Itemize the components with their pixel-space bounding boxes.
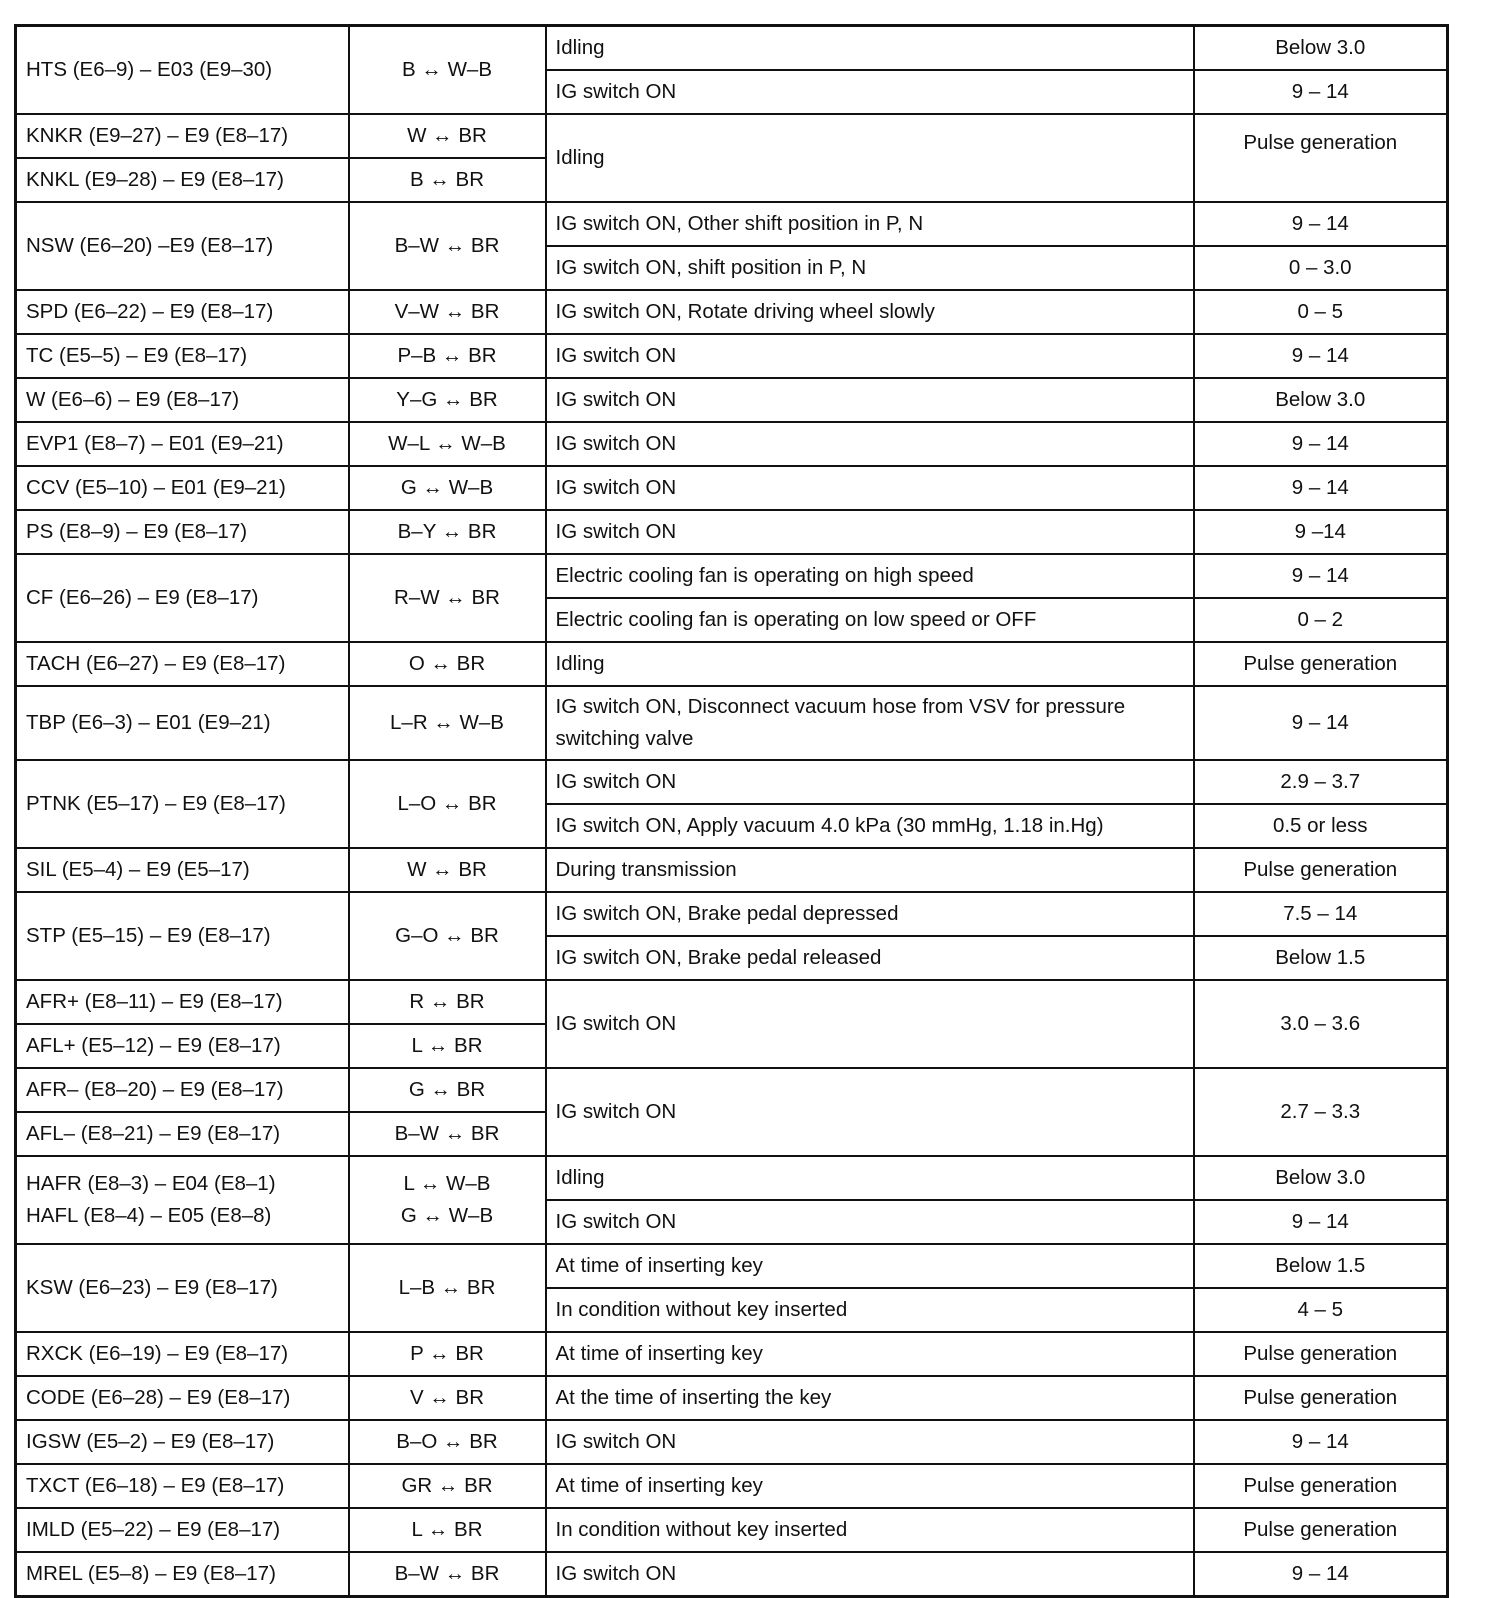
wiring-color-cell: B–O ↔ BR bbox=[349, 1420, 546, 1464]
condition-cell: Idling bbox=[546, 114, 1194, 202]
table-row bbox=[16, 642, 1448, 686]
condition-cell: IG switch ON bbox=[546, 510, 1194, 554]
terminal-cell: HTS (E6–9) – E03 (E9–30) bbox=[16, 26, 349, 115]
specified-value-cell: 0 – 3.0 bbox=[1194, 246, 1448, 290]
condition-cell: IG switch ON bbox=[546, 980, 1194, 1068]
table-row bbox=[16, 378, 1448, 422]
specified-value-cell: Pulse generation bbox=[1194, 1464, 1448, 1508]
terminal-cell: AFL– (E8–21) – E9 (E8–17) bbox=[16, 1112, 349, 1156]
wiring-line: L ↔ W–B bbox=[403, 1172, 491, 1195]
terminal-cell: PTNK (E5–17) – E9 (E8–17) bbox=[16, 760, 349, 848]
specified-value-cell: 4 – 5 bbox=[1194, 1288, 1448, 1332]
specified-value-cell: Below 3.0 bbox=[1194, 1156, 1448, 1200]
table-row bbox=[16, 1332, 1448, 1376]
condition-cell: Electric cooling fan is operating on high speed bbox=[546, 554, 1194, 598]
terminal-cell: NSW (E6–20) –E9 (E8–17) bbox=[16, 202, 349, 290]
specified-value-cell: 0 – 2 bbox=[1194, 598, 1448, 642]
table-row bbox=[16, 466, 1448, 510]
condition-cell: IG switch ON bbox=[546, 70, 1194, 114]
wiring-color-cell: GR ↔ BR bbox=[349, 1464, 546, 1508]
condition-cell: At time of inserting key bbox=[546, 1464, 1194, 1508]
specified-value-cell: 2.9 – 3.7 bbox=[1194, 760, 1448, 804]
wiring-color-cell: B ↔ BR bbox=[349, 158, 546, 202]
wiring-color-cell: B ↔ W–B bbox=[349, 26, 546, 115]
condition-cell: Idling bbox=[546, 642, 1194, 686]
specified-value-cell: Pulse generation bbox=[1194, 848, 1448, 892]
wiring-color-cell: L–O ↔ BR bbox=[349, 760, 546, 848]
specified-value-cell: Pulse generation bbox=[1194, 642, 1448, 686]
specified-value-cell: 9 –14 bbox=[1194, 510, 1448, 554]
wiring-color-cell: Y–G ↔ BR bbox=[349, 378, 546, 422]
specified-value-cell: 9 – 14 bbox=[1194, 1200, 1448, 1244]
specified-value-cell: 3.0 – 3.6 bbox=[1194, 980, 1448, 1068]
terminal-cell: TACH (E6–27) – E9 (E8–17) bbox=[16, 642, 349, 686]
specified-value-cell: Pulse generation bbox=[1194, 1508, 1448, 1552]
terminal-line: HAFR (E8–3) – E04 (E8–1) bbox=[26, 1172, 276, 1195]
terminal-cell: MREL (E5–8) – E9 (E8–17) bbox=[16, 1552, 349, 1597]
wiring-color-cell: B–W ↔ BR bbox=[349, 1112, 546, 1156]
condition-cell: Idling bbox=[546, 1156, 1194, 1200]
table-row bbox=[16, 1244, 1448, 1288]
specified-value-cell: 9 – 14 bbox=[1194, 466, 1448, 510]
specified-value-cell: Below 1.5 bbox=[1194, 936, 1448, 980]
condition-cell: IG switch ON bbox=[546, 1420, 1194, 1464]
terminal-voltage-spec-sheet bbox=[14, 24, 1446, 1598]
terminal-cell: IGSW (E5–2) – E9 (E8–17) bbox=[16, 1420, 349, 1464]
condition-cell: IG switch ON, Brake pedal released bbox=[546, 936, 1194, 980]
table-row bbox=[16, 1068, 1448, 1112]
wiring-color-cell: B–Y ↔ BR bbox=[349, 510, 546, 554]
wiring-color-cell: W–L ↔ W–B bbox=[349, 422, 546, 466]
specified-value-cell: Pulse generation bbox=[1194, 1376, 1448, 1420]
specified-value-cell: 9 – 14 bbox=[1194, 554, 1448, 598]
condition-cell: IG switch ON, Disconnect vacuum hose from VSV for pressure switching valve bbox=[546, 686, 1194, 760]
terminal-cell: KNKL (E9–28) – E9 (E8–17) bbox=[16, 158, 349, 202]
terminal-cell: TBP (E6–3) – E01 (E9–21) bbox=[16, 686, 349, 760]
terminal-cell: RXCK (E6–19) – E9 (E8–17) bbox=[16, 1332, 349, 1376]
specified-value-cell: Pulse generation bbox=[1194, 114, 1448, 202]
table-row bbox=[16, 980, 1448, 1024]
condition-cell: IG switch ON bbox=[546, 422, 1194, 466]
terminal-cell: CCV (E5–10) – E01 (E9–21) bbox=[16, 466, 349, 510]
wiring-color-cell: V–W ↔ BR bbox=[349, 290, 546, 334]
condition-cell: IG switch ON bbox=[546, 1552, 1194, 1597]
wiring-color-cell: G ↔ W–B bbox=[349, 466, 546, 510]
table-row bbox=[16, 1508, 1448, 1552]
wiring-color-cell: P ↔ BR bbox=[349, 1332, 546, 1376]
specified-value-cell: 9 – 14 bbox=[1194, 422, 1448, 466]
table-row bbox=[16, 422, 1448, 466]
condition-cell: IG switch ON bbox=[546, 378, 1194, 422]
terminal-cell: SIL (E5–4) – E9 (E5–17) bbox=[16, 848, 349, 892]
terminal-cell: AFR– (E8–20) – E9 (E8–17) bbox=[16, 1068, 349, 1112]
condition-cell: At time of inserting key bbox=[546, 1332, 1194, 1376]
condition-cell: In condition without key inserted bbox=[546, 1508, 1194, 1552]
terminal-voltage-table bbox=[14, 24, 1449, 1598]
specified-value-cell: Pulse generation bbox=[1194, 1332, 1448, 1376]
wiring-color-cell: B–W ↔ BR bbox=[349, 202, 546, 290]
condition-cell: Electric cooling fan is operating on low speed or OFF bbox=[546, 598, 1194, 642]
condition-cell: IG switch ON, shift position in P, N bbox=[546, 246, 1194, 290]
specified-value-cell: 7.5 – 14 bbox=[1194, 892, 1448, 936]
table-row bbox=[16, 760, 1448, 804]
condition-cell: At time of inserting key bbox=[546, 1244, 1194, 1288]
wiring-color-cell: L–R ↔ W–B bbox=[349, 686, 546, 760]
wiring-color-cell: B–W ↔ BR bbox=[349, 1552, 546, 1597]
table-row bbox=[16, 334, 1448, 378]
wiring-line: G ↔ W–B bbox=[400, 1204, 494, 1227]
wiring-color-cell: P–B ↔ BR bbox=[349, 334, 546, 378]
table-row bbox=[16, 1156, 1448, 1200]
condition-cell: IG switch ON bbox=[546, 1200, 1194, 1244]
table-row bbox=[16, 1464, 1448, 1508]
terminal-cell: CODE (E6–28) – E9 (E8–17) bbox=[16, 1376, 349, 1420]
table-row bbox=[16, 510, 1448, 554]
table-row bbox=[16, 290, 1448, 334]
specified-value-cell: 0 – 5 bbox=[1194, 290, 1448, 334]
table-row bbox=[16, 554, 1448, 598]
terminal-cell: SPD (E6–22) – E9 (E8–17) bbox=[16, 290, 349, 334]
condition-cell: IG switch ON bbox=[546, 1068, 1194, 1156]
table-row bbox=[16, 1552, 1448, 1597]
specified-value-cell: Below 3.0 bbox=[1194, 26, 1448, 71]
condition-cell: IG switch ON bbox=[546, 466, 1194, 510]
terminal-cell: STP (E5–15) – E9 (E8–17) bbox=[16, 892, 349, 980]
wiring-color-cell: L ↔ BR bbox=[349, 1508, 546, 1552]
specified-value-cell: 0.5 or less bbox=[1194, 804, 1448, 848]
wiring-color-cell: W ↔ BR bbox=[349, 848, 546, 892]
condition-cell: IG switch ON bbox=[546, 760, 1194, 804]
condition-cell: At the time of inserting the key bbox=[546, 1376, 1194, 1420]
table-row bbox=[16, 1420, 1448, 1464]
table-row bbox=[16, 848, 1448, 892]
wiring-color-cell: L–B ↔ BR bbox=[349, 1244, 546, 1332]
table-row bbox=[16, 114, 1448, 158]
condition-cell: IG switch ON, Apply vacuum 4.0 kPa (30 mmHg, 1.18 in.Hg) bbox=[546, 804, 1194, 848]
specified-value-cell: 9 – 14 bbox=[1194, 202, 1448, 246]
wiring-color-cell bbox=[349, 1156, 546, 1244]
wiring-color-cell: L ↔ BR bbox=[349, 1024, 546, 1068]
condition-cell: Idling bbox=[546, 26, 1194, 71]
terminal-cell: PS (E8–9) – E9 (E8–17) bbox=[16, 510, 349, 554]
wiring-color-cell: R–W ↔ BR bbox=[349, 554, 546, 642]
table-row bbox=[16, 686, 1448, 760]
condition-cell: IG switch ON, Brake pedal depressed bbox=[546, 892, 1194, 936]
terminal-cell: CF (E6–26) – E9 (E8–17) bbox=[16, 554, 349, 642]
terminal-cell: AFL+ (E5–12) – E9 (E8–17) bbox=[16, 1024, 349, 1068]
wiring-color-cell: G–O ↔ BR bbox=[349, 892, 546, 980]
terminal-cell: AFR+ (E8–11) – E9 (E8–17) bbox=[16, 980, 349, 1024]
wiring-color-cell: V ↔ BR bbox=[349, 1376, 546, 1420]
condition-cell: During transmission bbox=[546, 848, 1194, 892]
terminal-cell: EVP1 (E8–7) – E01 (E9–21) bbox=[16, 422, 349, 466]
wiring-color-cell: R ↔ BR bbox=[349, 980, 546, 1024]
condition-cell: IG switch ON, Rotate driving wheel slowly bbox=[546, 290, 1194, 334]
specified-value-cell: 9 – 14 bbox=[1194, 1420, 1448, 1464]
terminal-line: HAFL (E8–4) – E05 (E8–8) bbox=[26, 1204, 272, 1227]
table-row bbox=[16, 892, 1448, 936]
wiring-color-cell: W ↔ BR bbox=[349, 114, 546, 158]
terminal-cell: TC (E5–5) – E9 (E8–17) bbox=[16, 334, 349, 378]
terminal-cell bbox=[16, 1156, 349, 1244]
specified-value-cell: 9 – 14 bbox=[1194, 70, 1448, 114]
specified-value-cell: Below 1.5 bbox=[1194, 1244, 1448, 1288]
specified-value-cell: 9 – 14 bbox=[1194, 334, 1448, 378]
table-row bbox=[16, 1376, 1448, 1420]
specified-value-cell: 2.7 – 3.3 bbox=[1194, 1068, 1448, 1156]
specified-value-cell: Below 3.0 bbox=[1194, 378, 1448, 422]
wiring-color-cell: G ↔ BR bbox=[349, 1068, 546, 1112]
terminal-cell: TXCT (E6–18) – E9 (E8–17) bbox=[16, 1464, 349, 1508]
terminal-cell: KSW (E6–23) – E9 (E8–17) bbox=[16, 1244, 349, 1332]
specified-value-cell: 9 – 14 bbox=[1194, 1552, 1448, 1597]
condition-cell: In condition without key inserted bbox=[546, 1288, 1194, 1332]
wiring-color-cell: O ↔ BR bbox=[349, 642, 546, 686]
table-row bbox=[16, 26, 1448, 71]
terminal-cell: KNKR (E9–27) – E9 (E8–17) bbox=[16, 114, 349, 158]
terminal-cell: IMLD (E5–22) – E9 (E8–17) bbox=[16, 1508, 349, 1552]
condition-cell: IG switch ON bbox=[546, 334, 1194, 378]
specified-value-cell: 9 – 14 bbox=[1194, 686, 1448, 760]
condition-cell: IG switch ON, Other shift position in P, N bbox=[546, 202, 1194, 246]
table-row bbox=[16, 202, 1448, 246]
terminal-cell: W (E6–6) – E9 (E8–17) bbox=[16, 378, 349, 422]
